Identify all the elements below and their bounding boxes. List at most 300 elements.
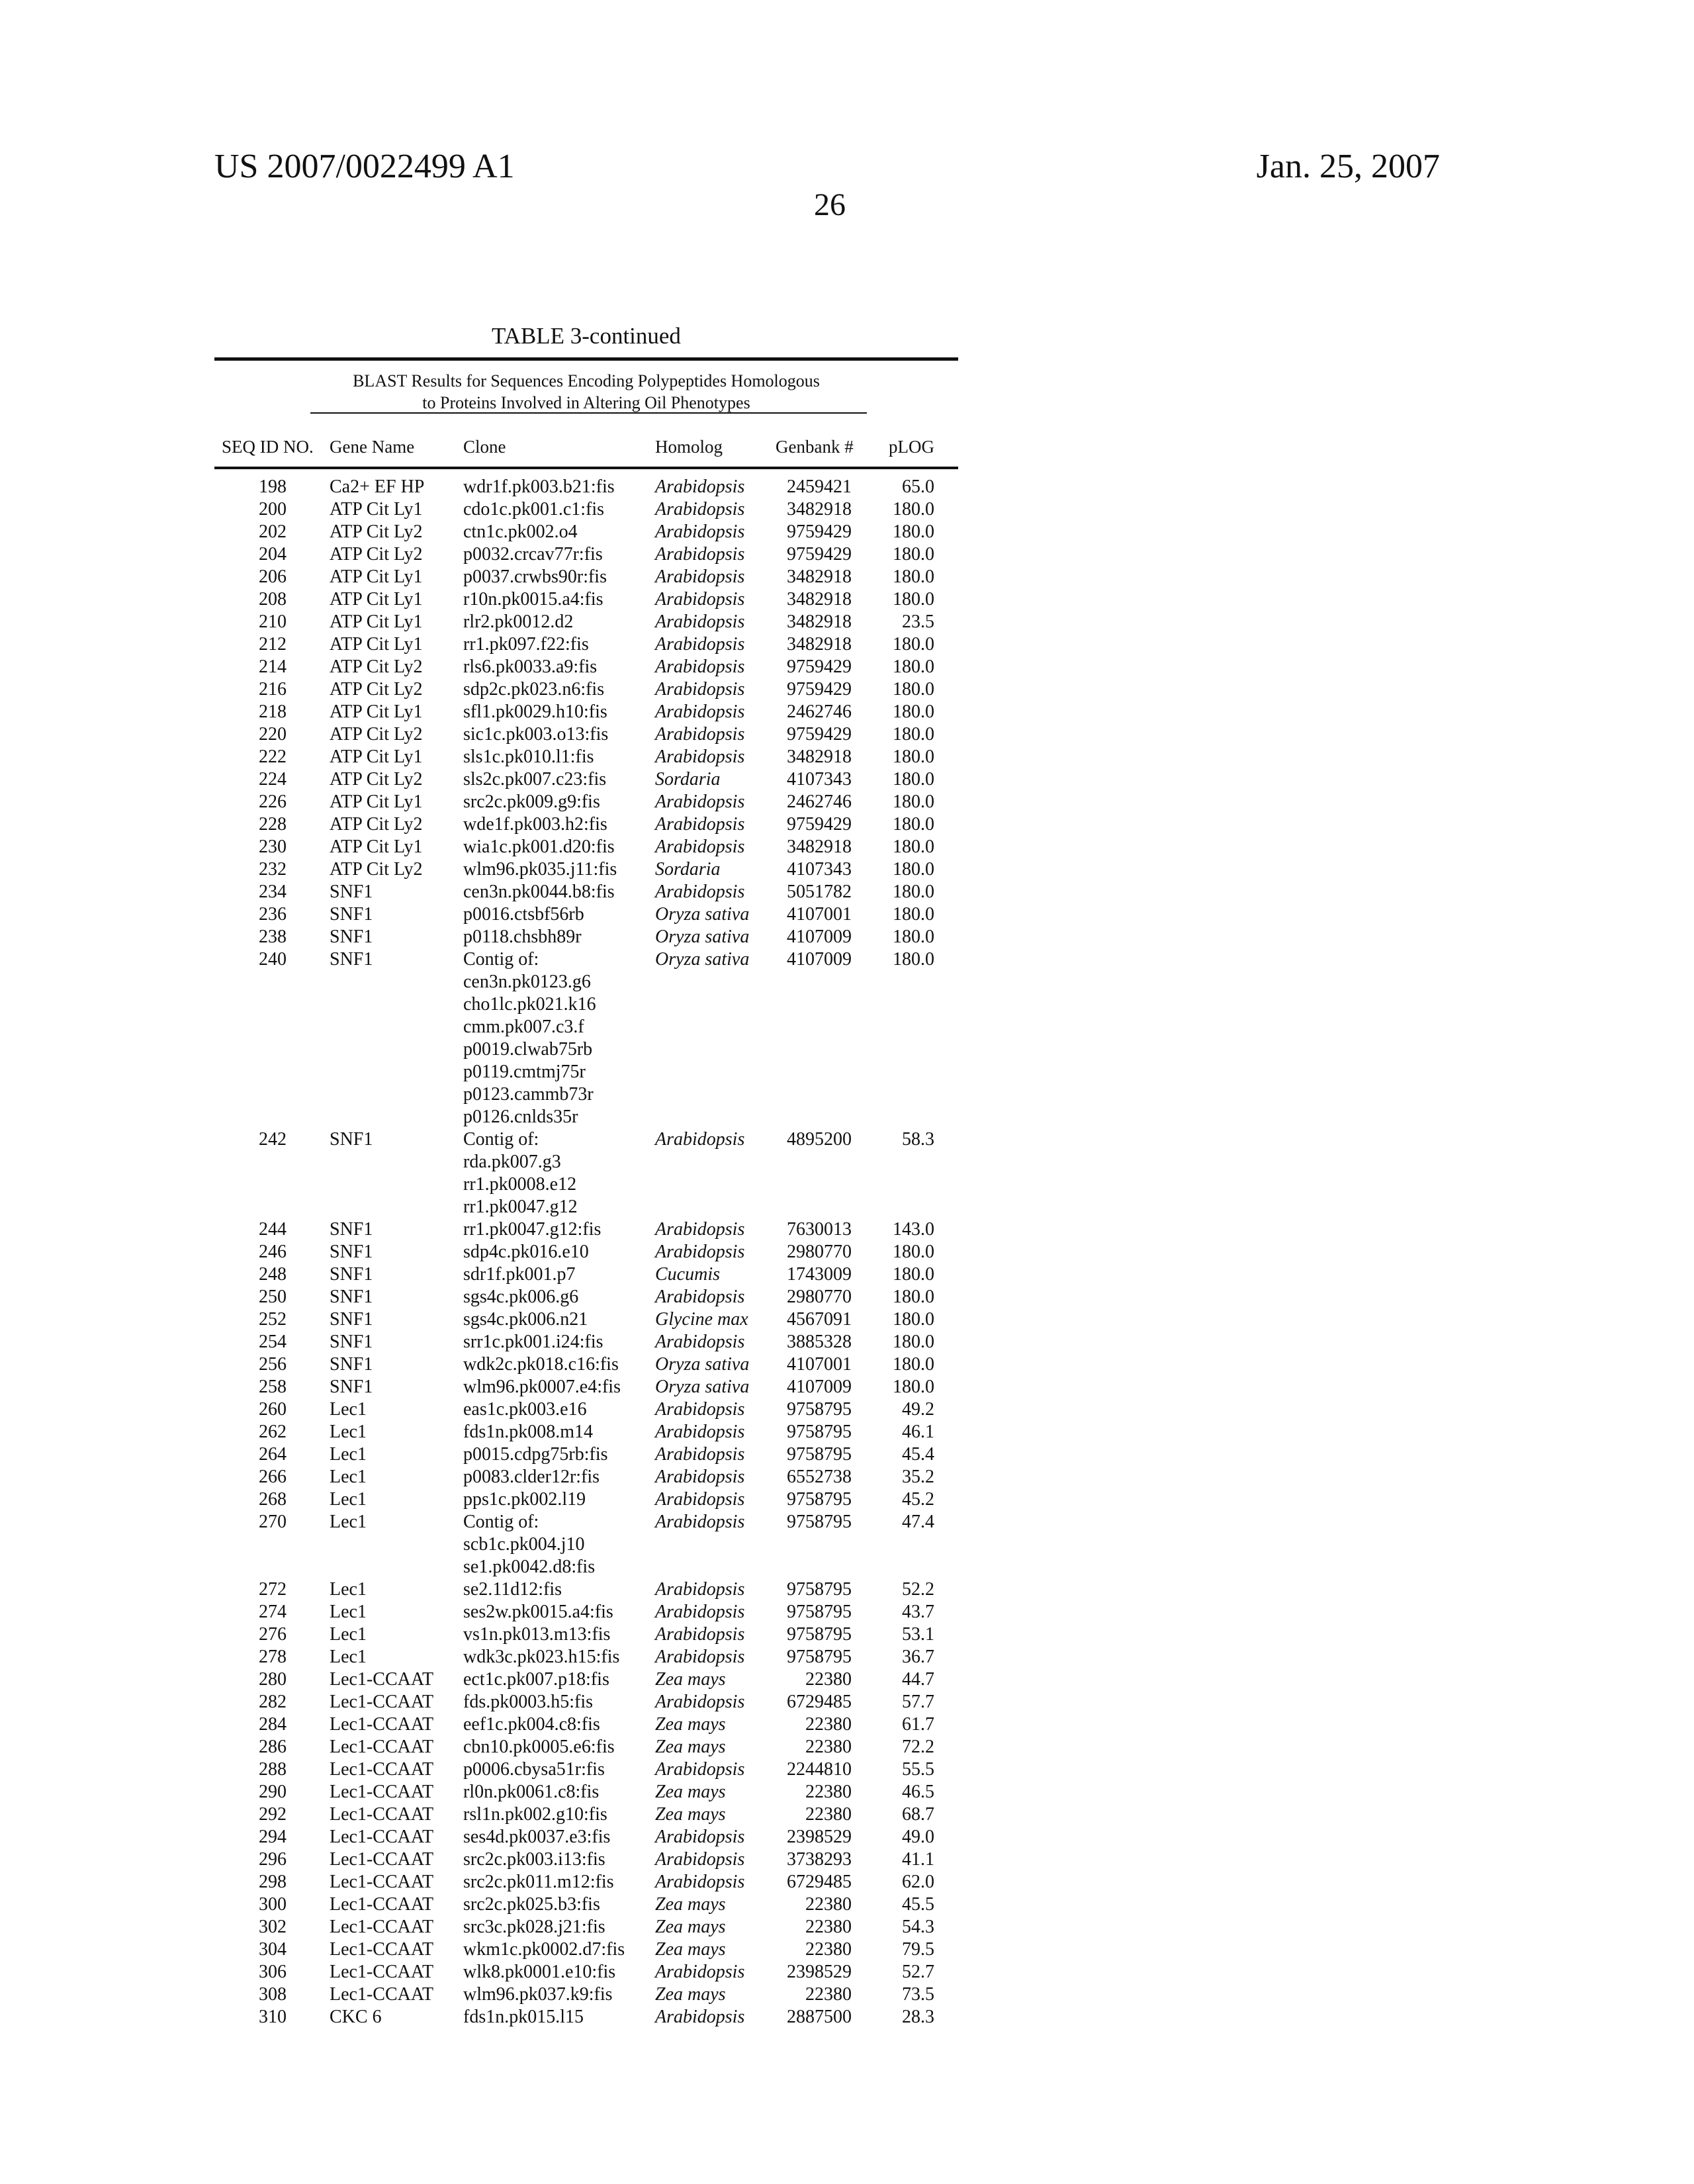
clone-cell: wdr1f.pk003.b21:fis (463, 476, 615, 498)
gene-name-cell: ATP Cit Ly2 (330, 723, 423, 746)
gene-name-cell: Lec1 (330, 1488, 367, 1511)
clone-cell: fds.pk0003.h5:fis (463, 1691, 593, 1713)
homolog-cell: Arabidopsis (655, 678, 744, 701)
homolog-cell: Arabidopsis (655, 723, 744, 746)
gene-name-cell: Lec1-CCAAT (330, 1848, 433, 1871)
clone-cell: sdp4c.pk016.e10 (463, 1241, 589, 1263)
clone-cell: sls1c.pk010.l1:fis (463, 746, 594, 768)
homolog-cell: Arabidopsis (655, 1218, 744, 1241)
clone-cell: p0019.clwab75rb (463, 1038, 592, 1061)
clone-cell: srr1c.pk001.i24:fis (463, 1331, 603, 1353)
page-number: 26 (814, 187, 846, 223)
homolog-cell: Arabidopsis (655, 1623, 744, 1646)
homolog-cell: Arabidopsis (655, 1331, 744, 1353)
seq-id-cell: 284 (259, 1713, 287, 1736)
seq-id-cell: 282 (259, 1691, 287, 1713)
clone-cell: Contig of: (463, 1128, 539, 1151)
gene-name-cell: Lec1 (330, 1646, 367, 1668)
seq-id-cell: 294 (259, 1826, 287, 1848)
genbank-cell: 4107009 (787, 948, 852, 971)
clone-cell: sfl1.pk0029.h10:fis (463, 701, 607, 723)
clone-cell: cen3n.pk0123.g6 (463, 971, 591, 993)
column-header-gene-name: Gene Name (330, 437, 414, 457)
clone-cell: rr1.pk0047.g12 (463, 1196, 578, 1218)
homolog-cell: Oryza sativa (655, 948, 749, 971)
seq-id-cell: 202 (259, 521, 287, 543)
clone-cell: wde1f.pk003.h2:fis (463, 813, 607, 836)
seq-id-cell: 216 (259, 678, 287, 701)
genbank-cell: 5051782 (787, 881, 852, 903)
genbank-cell: 4107343 (787, 858, 852, 881)
clone-cell: rda.pk007.g3 (463, 1151, 561, 1173)
genbank-cell: 22380 (805, 1893, 852, 1916)
gene-name-cell: SNF1 (330, 1353, 373, 1376)
plog-cell: 55.5 (902, 1758, 934, 1781)
plog-cell: 180.0 (893, 1353, 934, 1376)
homolog-cell: Arabidopsis (655, 1961, 744, 1983)
homolog-cell: Arabidopsis (655, 1871, 744, 1893)
plog-cell: 180.0 (893, 1308, 934, 1331)
genbank-cell: 3482918 (787, 836, 852, 858)
gene-name-cell: Lec1 (330, 1578, 367, 1601)
plog-cell: 180.0 (893, 813, 934, 836)
clone-cell: vs1n.pk013.m13:fis (463, 1623, 610, 1646)
genbank-cell: 22380 (805, 1668, 852, 1691)
genbank-cell: 3482918 (787, 746, 852, 768)
homolog-cell: Arabidopsis (655, 746, 744, 768)
gene-name-cell: ATP Cit Ly2 (330, 813, 423, 836)
gene-name-cell: SNF1 (330, 1331, 373, 1353)
clone-cell: rr1.pk097.f22:fis (463, 633, 589, 656)
clone-cell: ect1c.pk007.p18:fis (463, 1668, 609, 1691)
gene-name-cell: Lec1-CCAAT (330, 1803, 433, 1826)
gene-name-cell: ATP Cit Ly2 (330, 521, 423, 543)
clone-cell: rlr2.pk0012.d2 (463, 611, 573, 633)
gene-name-cell: Lec1 (330, 1466, 367, 1488)
seq-id-cell: 242 (259, 1128, 287, 1151)
plog-cell: 180.0 (893, 746, 934, 768)
clone-cell: se2.11d12:fis (463, 1578, 562, 1601)
clone-cell: rl0n.pk0061.c8:fis (463, 1781, 599, 1803)
table-title: TABLE 3-continued (214, 323, 958, 349)
clone-cell: sdp2c.pk023.n6:fis (463, 678, 604, 701)
clone-cell: p0119.cmtmj75r (463, 1061, 586, 1083)
genbank-cell: 9758795 (787, 1443, 852, 1466)
plog-cell: 180.0 (893, 701, 934, 723)
genbank-cell: 7630013 (787, 1218, 852, 1241)
clone-cell: eas1c.pk003.e16 (463, 1398, 587, 1421)
genbank-cell: 2244810 (787, 1758, 852, 1781)
genbank-cell: 22380 (805, 1803, 852, 1826)
homolog-cell: Zea mays (655, 1938, 726, 1961)
homolog-cell: Arabidopsis (655, 1128, 744, 1151)
plog-cell: 180.0 (893, 498, 934, 521)
seq-id-cell: 290 (259, 1781, 287, 1803)
seq-id-cell: 306 (259, 1961, 287, 1983)
seq-id-cell: 310 (259, 2006, 287, 2028)
seq-id-cell: 234 (259, 881, 287, 903)
gene-name-cell: ATP Cit Ly2 (330, 768, 423, 791)
gene-name-cell: Lec1 (330, 1623, 367, 1646)
plog-cell: 62.0 (902, 1871, 934, 1893)
gene-name-cell: ATP Cit Ly2 (330, 543, 423, 566)
genbank-cell: 3738293 (787, 1848, 852, 1871)
homolog-cell: Arabidopsis (655, 1691, 744, 1713)
seq-id-cell: 232 (259, 858, 287, 881)
homolog-cell: Arabidopsis (655, 1511, 744, 1533)
clone-cell: cbn10.pk0005.e6:fis (463, 1736, 615, 1758)
genbank-cell: 2398529 (787, 1826, 852, 1848)
homolog-cell: Arabidopsis (655, 1646, 744, 1668)
plog-cell: 180.0 (893, 566, 934, 588)
homolog-cell: Arabidopsis (655, 1601, 744, 1623)
gene-name-cell: ATP Cit Ly2 (330, 678, 423, 701)
clone-cell: rls6.pk0033.a9:fis (463, 656, 597, 678)
plog-cell: 45.2 (902, 1488, 934, 1511)
seq-id-cell: 262 (259, 1421, 287, 1443)
plog-cell: 43.7 (902, 1601, 934, 1623)
genbank-cell: 3482918 (787, 588, 852, 611)
header-rule (214, 467, 958, 469)
clone-cell: wdk2c.pk018.c16:fis (463, 1353, 619, 1376)
homolog-cell: Arabidopsis (655, 1488, 744, 1511)
caption-underline (310, 412, 867, 414)
homolog-cell: Sordaria (655, 768, 721, 791)
clone-cell: src2c.pk003.i13:fis (463, 1848, 605, 1871)
genbank-cell: 9758795 (787, 1646, 852, 1668)
clone-cell: wlm96.pk037.k9:fis (463, 1983, 613, 2006)
homolog-cell: Oryza sativa (655, 903, 749, 926)
clone-cell: src2c.pk025.b3:fis (463, 1893, 600, 1916)
homolog-cell: Arabidopsis (655, 1848, 744, 1871)
clone-cell: src2c.pk009.g9:fis (463, 791, 600, 813)
homolog-cell: Arabidopsis (655, 836, 744, 858)
homolog-cell: Arabidopsis (655, 543, 744, 566)
publication-number: US 2007/0022499 A1 (214, 147, 515, 186)
clone-cell: r10n.pk0015.a4:fis (463, 588, 603, 611)
clone-cell: sgs4c.pk006.n21 (463, 1308, 588, 1331)
seq-id-cell: 286 (259, 1736, 287, 1758)
genbank-cell: 9758795 (787, 1421, 852, 1443)
clone-cell: ses4d.pk0037.e3:fis (463, 1826, 610, 1848)
homolog-cell: Glycine max (655, 1308, 748, 1331)
genbank-cell: 6729485 (787, 1871, 852, 1893)
clone-cell: rsl1n.pk002.g10:fis (463, 1803, 607, 1826)
genbank-cell: 9758795 (787, 1623, 852, 1646)
homolog-cell: Arabidopsis (655, 1826, 744, 1848)
homolog-cell: Arabidopsis (655, 2006, 744, 2028)
clone-cell: p0118.chsbh89r (463, 926, 582, 948)
gene-name-cell: Lec1-CCAAT (330, 1758, 433, 1781)
gene-name-cell: ATP Cit Ly1 (330, 633, 423, 656)
gene-name-cell: Lec1-CCAAT (330, 1736, 433, 1758)
clone-cell: p0032.crcav77r:fis (463, 543, 603, 566)
plog-cell: 73.5 (902, 1983, 934, 2006)
gene-name-cell: SNF1 (330, 1286, 373, 1308)
homolog-cell: Oryza sativa (655, 1353, 749, 1376)
genbank-cell: 22380 (805, 1781, 852, 1803)
homolog-cell: Cucumis (655, 1263, 720, 1286)
seq-id-cell: 210 (259, 611, 287, 633)
gene-name-cell: ATP Cit Ly1 (330, 588, 423, 611)
gene-name-cell: Lec1-CCAAT (330, 1938, 433, 1961)
plog-cell: 65.0 (902, 476, 934, 498)
column-header-clone: Clone (463, 437, 506, 457)
gene-name-cell: ATP Cit Ly1 (330, 498, 423, 521)
plog-cell: 180.0 (893, 588, 934, 611)
clone-cell: wdk3c.pk023.h15:fis (463, 1646, 619, 1668)
plog-cell: 61.7 (902, 1713, 934, 1736)
clone-cell: cmm.pk007.c3.f (463, 1016, 584, 1038)
clone-cell: pps1c.pk002.l19 (463, 1488, 586, 1511)
genbank-cell: 4567091 (787, 1308, 852, 1331)
seq-id-cell: 228 (259, 813, 287, 836)
seq-id-cell: 222 (259, 746, 287, 768)
gene-name-cell: ATP Cit Ly2 (330, 656, 423, 678)
homolog-cell: Arabidopsis (655, 1466, 744, 1488)
plog-cell: 54.3 (902, 1916, 934, 1938)
homolog-cell: Arabidopsis (655, 1578, 744, 1601)
gene-name-cell: SNF1 (330, 1241, 373, 1263)
genbank-cell: 2462746 (787, 791, 852, 813)
homolog-cell: Arabidopsis (655, 566, 744, 588)
clone-cell: wlm96.pk035.j11:fis (463, 858, 617, 881)
plog-cell: 180.0 (893, 1241, 934, 1263)
homolog-cell: Arabidopsis (655, 881, 744, 903)
seq-id-cell: 270 (259, 1511, 287, 1533)
clone-cell: p0126.cnlds35r (463, 1106, 578, 1128)
clone-cell: p0015.cdpg75rb:fis (463, 1443, 608, 1466)
seq-id-cell: 258 (259, 1376, 287, 1398)
homolog-cell: Arabidopsis (655, 1758, 744, 1781)
seq-id-cell: 296 (259, 1848, 287, 1871)
gene-name-cell: ATP Cit Ly1 (330, 746, 423, 768)
homolog-cell: Arabidopsis (655, 1286, 744, 1308)
gene-name-cell: Lec1-CCAAT (330, 1713, 433, 1736)
clone-cell: sdr1f.pk001.p7 (463, 1263, 576, 1286)
genbank-cell: 6552738 (787, 1466, 852, 1488)
homolog-cell: Zea mays (655, 1983, 726, 2006)
genbank-cell: 9759429 (787, 543, 852, 566)
plog-cell: 143.0 (893, 1218, 934, 1241)
seq-id-cell: 280 (259, 1668, 287, 1691)
plog-cell: 180.0 (893, 1286, 934, 1308)
genbank-cell: 9759429 (787, 678, 852, 701)
plog-cell: 180.0 (893, 948, 934, 971)
gene-name-cell: Lec1-CCAAT (330, 1893, 433, 1916)
column-header-seq-id: SEQ ID NO. (222, 437, 314, 457)
genbank-cell: 2980770 (787, 1286, 852, 1308)
genbank-cell: 3482918 (787, 633, 852, 656)
plog-cell: 68.7 (902, 1803, 934, 1826)
plog-cell: 180.0 (893, 678, 934, 701)
gene-name-cell: Lec1-CCAAT (330, 1826, 433, 1848)
gene-name-cell: CKC 6 (330, 2006, 382, 2028)
column-header-plog: pLOG (889, 437, 934, 457)
homolog-cell: Sordaria (655, 858, 721, 881)
seq-id-cell: 224 (259, 768, 287, 791)
clone-cell: rr1.pk0008.e12 (463, 1173, 576, 1196)
homolog-cell: Zea mays (655, 1893, 726, 1916)
clone-cell: fds1n.pk008.m14 (463, 1421, 593, 1443)
homolog-cell: Arabidopsis (655, 588, 744, 611)
plog-cell: 180.0 (893, 543, 934, 566)
genbank-cell: 9758795 (787, 1398, 852, 1421)
plog-cell: 180.0 (893, 903, 934, 926)
homolog-cell: Arabidopsis (655, 498, 744, 521)
seq-id-cell: 254 (259, 1331, 287, 1353)
homolog-cell: Arabidopsis (655, 476, 744, 498)
homolog-cell: Zea mays (655, 1803, 726, 1826)
plog-cell: 35.2 (902, 1466, 934, 1488)
clone-cell: sic1c.pk003.o13:fis (463, 723, 608, 746)
seq-id-cell: 236 (259, 903, 287, 926)
clone-cell: wkm1c.pk0002.d7:fis (463, 1938, 625, 1961)
plog-cell: 28.3 (902, 2006, 934, 2028)
seq-id-cell: 238 (259, 926, 287, 948)
clone-cell: src2c.pk011.m12:fis (463, 1871, 614, 1893)
seq-id-cell: 276 (259, 1623, 287, 1646)
seq-id-cell: 214 (259, 656, 287, 678)
genbank-cell: 4107009 (787, 1376, 852, 1398)
genbank-cell: 3482918 (787, 611, 852, 633)
seq-id-cell: 308 (259, 1983, 287, 2006)
clone-cell: p0016.ctsbf56rb (463, 903, 584, 926)
genbank-cell: 2462746 (787, 701, 852, 723)
seq-id-cell: 220 (259, 723, 287, 746)
clone-cell: src3c.pk028.j21:fis (463, 1916, 605, 1938)
gene-name-cell: Lec1 (330, 1601, 367, 1623)
homolog-cell: Arabidopsis (655, 1398, 744, 1421)
clone-cell: wlm96.pk0007.e4:fis (463, 1376, 621, 1398)
plog-cell: 47.4 (902, 1511, 934, 1533)
genbank-cell: 9759429 (787, 521, 852, 543)
gene-name-cell: SNF1 (330, 1218, 373, 1241)
plog-cell: 180.0 (893, 858, 934, 881)
plog-cell: 180.0 (893, 836, 934, 858)
clone-cell: cen3n.pk0044.b8:fis (463, 881, 615, 903)
clone-cell: p0083.clder12r:fis (463, 1466, 600, 1488)
gene-name-cell: Lec1-CCAAT (330, 1668, 433, 1691)
gene-name-cell: ATP Cit Ly2 (330, 858, 423, 881)
plog-cell: 180.0 (893, 633, 934, 656)
genbank-cell: 22380 (805, 1713, 852, 1736)
genbank-cell: 4107001 (787, 1353, 852, 1376)
gene-name-cell: Lec1-CCAAT (330, 1983, 433, 2006)
clone-cell: sgs4c.pk006.g6 (463, 1286, 578, 1308)
seq-id-cell: 218 (259, 701, 287, 723)
column-header-homolog: Homolog (655, 437, 723, 457)
clone-cell: rr1.pk0047.g12:fis (463, 1218, 601, 1241)
plog-cell: 180.0 (893, 768, 934, 791)
gene-name-cell: Lec1-CCAAT (330, 1781, 433, 1803)
gene-name-cell: Lec1 (330, 1443, 367, 1466)
seq-id-cell: 246 (259, 1241, 287, 1263)
genbank-cell: 22380 (805, 1938, 852, 1961)
clone-cell: scb1c.pk004.j10 (463, 1533, 585, 1556)
seq-id-cell: 278 (259, 1646, 287, 1668)
gene-name-cell: ATP Cit Ly1 (330, 701, 423, 723)
plog-cell: 53.1 (902, 1623, 934, 1646)
genbank-cell: 22380 (805, 1916, 852, 1938)
genbank-cell: 4895200 (787, 1128, 852, 1151)
genbank-cell: 3482918 (787, 498, 852, 521)
homolog-cell: Zea mays (655, 1781, 726, 1803)
seq-id-cell: 206 (259, 566, 287, 588)
publication-date: Jan. 25, 2007 (1257, 147, 1440, 186)
homolog-cell: Arabidopsis (655, 656, 744, 678)
seq-id-cell: 274 (259, 1601, 287, 1623)
plog-cell: 79.5 (902, 1938, 934, 1961)
clone-cell: p0123.cammb73r (463, 1083, 594, 1106)
homolog-cell: Arabidopsis (655, 521, 744, 543)
clone-cell: sls2c.pk007.c23:fis (463, 768, 606, 791)
homolog-cell: Arabidopsis (655, 611, 744, 633)
plog-cell: 180.0 (893, 1263, 934, 1286)
plog-cell: 180.0 (893, 656, 934, 678)
plog-cell: 52.7 (902, 1961, 934, 1983)
plog-cell: 180.0 (893, 881, 934, 903)
clone-cell: ctn1c.pk002.o4 (463, 521, 578, 543)
seq-id-cell: 300 (259, 1893, 287, 1916)
plog-cell: 58.3 (902, 1128, 934, 1151)
genbank-cell: 2887500 (787, 2006, 852, 2028)
gene-name-cell: Lec1 (330, 1421, 367, 1443)
clone-cell: wia1c.pk001.d20:fis (463, 836, 615, 858)
homolog-cell: Arabidopsis (655, 813, 744, 836)
plog-cell: 180.0 (893, 723, 934, 746)
homolog-cell: Arabidopsis (655, 791, 744, 813)
seq-id-cell: 244 (259, 1218, 287, 1241)
seq-id-cell: 266 (259, 1466, 287, 1488)
gene-name-cell: SNF1 (330, 903, 373, 926)
gene-name-cell: Lec1-CCAAT (330, 1961, 433, 1983)
table-caption-line1: BLAST Results for Sequences Encoding Polypeptides Homologous (214, 371, 958, 391)
gene-name-cell: SNF1 (330, 1128, 373, 1151)
seq-id-cell: 304 (259, 1938, 287, 1961)
plog-cell: 46.5 (902, 1781, 934, 1803)
seq-id-cell: 240 (259, 948, 287, 971)
gene-name-cell: Lec1-CCAAT (330, 1871, 433, 1893)
genbank-cell: 3885328 (787, 1331, 852, 1353)
genbank-cell: 9758795 (787, 1601, 852, 1623)
clone-cell: ses2w.pk0015.a4:fis (463, 1601, 613, 1623)
gene-name-cell: SNF1 (330, 926, 373, 948)
genbank-cell: 2459421 (787, 476, 852, 498)
plog-cell: 23.5 (902, 611, 934, 633)
seq-id-cell: 260 (259, 1398, 287, 1421)
homolog-cell: Arabidopsis (655, 633, 744, 656)
homolog-cell: Oryza sativa (655, 1376, 749, 1398)
gene-name-cell: SNF1 (330, 1308, 373, 1331)
seq-id-cell: 264 (259, 1443, 287, 1466)
genbank-cell: 9758795 (787, 1578, 852, 1601)
plog-cell: 180.0 (893, 1376, 934, 1398)
clone-cell: cdo1c.pk001.c1:fis (463, 498, 604, 521)
homolog-cell: Zea mays (655, 1668, 726, 1691)
genbank-cell: 4107343 (787, 768, 852, 791)
clone-cell: p0037.crwbs90r:fis (463, 566, 607, 588)
homolog-cell: Arabidopsis (655, 1443, 744, 1466)
gene-name-cell: Lec1-CCAAT (330, 1916, 433, 1938)
homolog-cell: Zea mays (655, 1713, 726, 1736)
plog-cell: 44.7 (902, 1668, 934, 1691)
plog-cell: 57.7 (902, 1691, 934, 1713)
seq-id-cell: 250 (259, 1286, 287, 1308)
plog-cell: 180.0 (893, 1331, 934, 1353)
seq-id-cell: 230 (259, 836, 287, 858)
seq-id-cell: 198 (259, 476, 287, 498)
